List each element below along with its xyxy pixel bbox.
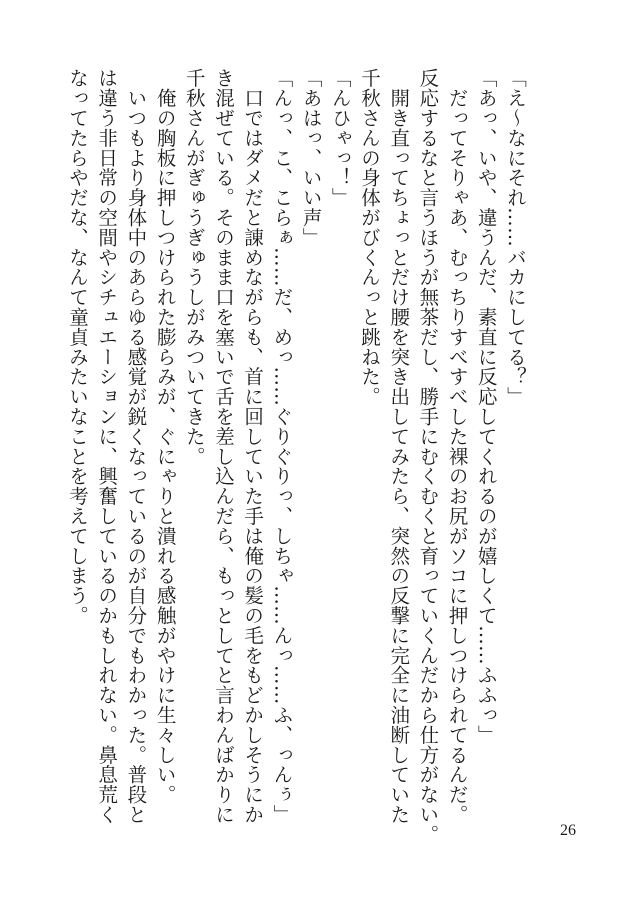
text-line: 「あはっ、いい声」 — [299, 68, 323, 248]
text-line: 「え〜なにそれ……バカにしてる？」 — [504, 68, 527, 407]
text-line: は違う非日常の空間やシチュエーションに、興奮しているのかもしれない。鼻息荒く — [95, 68, 119, 825]
text-line: 口ではダメだと諌めながらも、首に回していた手は俺の髪の毛をもどかしそうにか — [241, 68, 265, 825]
text-line: 反応するなと言うほうが無茶だし、勝手にむくむくと育っていくんだから仕方がない。 — [416, 68, 440, 845]
body-text — [63, 68, 530, 845]
text-line: 俺の胸板に押しつけられた膨らみが、ぐにゃりと潰れる感触がやけに生々しい。 — [153, 68, 177, 805]
text-line: 「んひゃっ！」 — [328, 68, 352, 208]
text-line: 開き直ってちょっとだけ腰を突き出してみたら、突然の反撃に完全に油断していた — [387, 68, 411, 825]
text-line: だってそりゃあ、むっちりすべすべした裸のお尻がソコに押しつけられてるんだ。 — [445, 68, 469, 825]
page-number: 26 — [560, 822, 576, 839]
text-line: 千秋さんの身体がびくんっと跳ねた。 — [357, 68, 381, 407]
text-line: 「んっ、こ、こらぁ……だ、めっ……ぐりぐりっ、しちゃ……んっ……ふ、っんぅ」 — [270, 68, 294, 825]
text-line: 千秋さんがぎゅうぎゅうしがみついてきた。 — [182, 68, 206, 466]
text-line: いつもより身体中のあらゆる感覚が鋭くなっているのが自分でもわかった。普段と — [124, 68, 148, 825]
text-line: き混ぜている。そのまま口を塞いで舌を差し込んだら、もっとしてと言わんばかりに — [211, 68, 235, 825]
text-line: 「あっ、いや、違うんだ、素直に反応してくれるのが嬉しくて……ふふっ」 — [474, 68, 498, 745]
text-line: なってたらやだな、なんて童貞みたいなことを考えてしまう。 — [65, 68, 89, 626]
